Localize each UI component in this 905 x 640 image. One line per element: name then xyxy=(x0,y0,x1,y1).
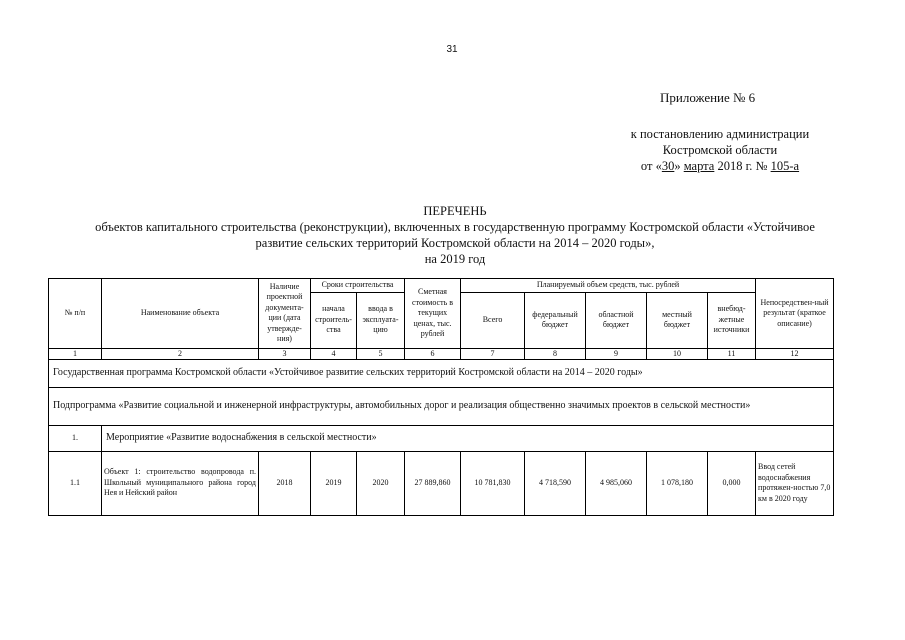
page-number: 31 xyxy=(446,44,458,55)
col-number: 7 xyxy=(461,348,525,359)
header-cost: Сметная стоимость в текущих ценах, тыс. рублей xyxy=(405,279,461,349)
program-row xyxy=(49,359,834,387)
row-total: 10 781,830 xyxy=(461,451,525,515)
date-month: марта xyxy=(683,159,715,173)
title-line-2: развитие сельских территорий Костромской области на 2014 – 2020 годы», xyxy=(255,236,655,250)
decree-number: 105-а xyxy=(770,159,800,173)
date-mid: » xyxy=(674,159,684,173)
row-num: 1.1 xyxy=(49,451,102,515)
program-title: Государственная программа Костромской области «Устойчивое развитие сельских территорий Костромской области на 2014 – 2020 годы» xyxy=(49,359,834,387)
activity-num: 1. xyxy=(49,425,102,451)
row-object-name: Объект 1: строительство водопровода п. Школьный муниципального района город Нея и Нейский район xyxy=(102,451,259,515)
col-number: 3 xyxy=(259,348,311,359)
row-docs-date: 2018 xyxy=(259,451,311,515)
appendix-label: Приложение № 6 xyxy=(660,90,756,105)
row-federal: 4 718,590 xyxy=(525,451,586,515)
table-row xyxy=(49,451,834,515)
appendix-line-2: Костромской области xyxy=(662,143,778,157)
header-funds: Планируемый объем средств, тыс. рублей xyxy=(461,279,756,293)
activity-row xyxy=(49,425,834,451)
header-row-1 xyxy=(49,279,834,293)
activity-title: Мероприятие «Развитие водоснабжения в сельской местности» xyxy=(102,425,834,451)
date-prefix: от « xyxy=(640,159,662,173)
subprogram-title: Подпрограмма «Развитие социальной и инженерной инфраструктуры, автомобильных дорог и реализация общественно значимых проектов в сельской местности» xyxy=(49,387,834,425)
header-commission: ввода в эксплуата-цию xyxy=(357,292,405,348)
col-number: 9 xyxy=(586,348,647,359)
column-numbers-row xyxy=(49,348,834,359)
row-offbudget: 0,000 xyxy=(708,451,756,515)
document-title xyxy=(40,203,870,267)
header-offbudget: внебюд-жетные источники xyxy=(708,292,756,348)
col-number: 11 xyxy=(708,348,756,359)
header-regional: областной бюджет xyxy=(586,292,647,348)
header-federal: федеральный бюджет xyxy=(525,292,586,348)
date-day: 30 xyxy=(661,159,675,173)
header-name: Наименование объекта xyxy=(102,279,259,349)
title-line-3: на 2019 год xyxy=(424,252,486,266)
col-number: 1 xyxy=(49,348,102,359)
appendix-line-1: к постановлению администрации xyxy=(630,127,810,141)
row-cost: 27 889,860 xyxy=(405,451,461,515)
row-regional: 4 985,060 xyxy=(586,451,647,515)
header-total: Всего xyxy=(461,292,525,348)
header-result: Непосредствен-ный результат (краткое описание) xyxy=(756,279,834,349)
row-start-year: 2019 xyxy=(311,451,357,515)
row-commission-year: 2020 xyxy=(357,451,405,515)
col-number: 8 xyxy=(525,348,586,359)
title-line-1: объектов капитального строительства (реконструкции), включенных в государственную программу Костромской области «Устойчивое xyxy=(95,220,815,234)
header-num: № п/п xyxy=(49,279,102,349)
row-result: Ввод сетей водоснабжения протяжен-ностью 7,0 км в 2020 году xyxy=(756,451,834,515)
col-number: 5 xyxy=(357,348,405,359)
row-local: 1 078,180 xyxy=(647,451,708,515)
col-number: 10 xyxy=(647,348,708,359)
appendix-reference xyxy=(590,126,850,174)
col-number: 4 xyxy=(311,348,357,359)
title-heading: ПЕРЕЧЕНЬ xyxy=(423,204,487,218)
date-year: 2018 г. № xyxy=(714,159,771,173)
objects-table xyxy=(48,278,834,516)
header-docs: Наличие проектной документа-ции (дата утвержде-ния) xyxy=(259,279,311,349)
col-number: 6 xyxy=(405,348,461,359)
header-start: начала строитель-ства xyxy=(311,292,357,348)
col-number: 2 xyxy=(102,348,259,359)
header-terms: Сроки строительства xyxy=(311,279,405,293)
appendix-date xyxy=(590,158,850,174)
subprogram-row xyxy=(49,387,834,425)
header-local: местный бюджет xyxy=(647,292,708,348)
col-number: 12 xyxy=(756,348,834,359)
